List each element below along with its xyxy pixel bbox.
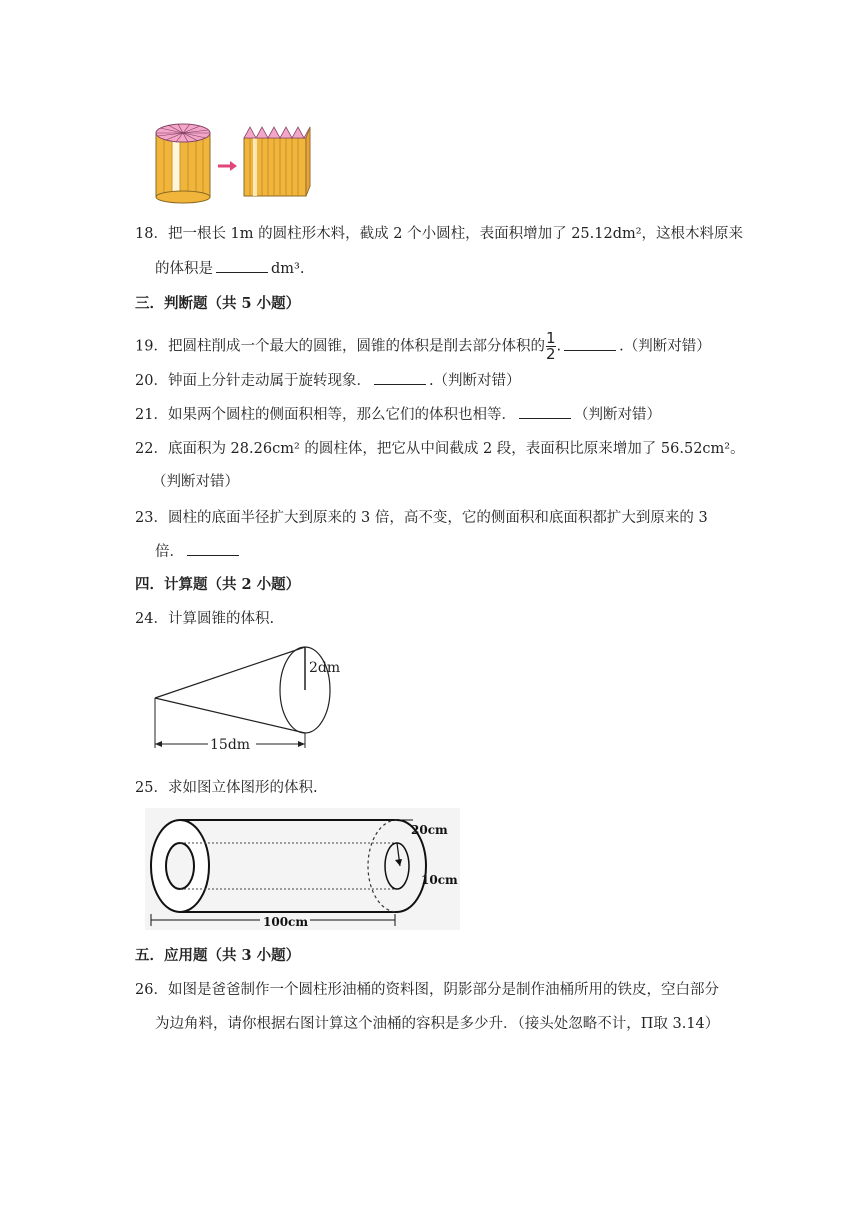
section-3-title: 三．判断题（共 5 小题） — [135, 295, 301, 312]
arrow-icon — [218, 161, 237, 171]
section-5-title: 五．应用题（共 3 小题） — [135, 947, 301, 964]
rearranged-cuboid — [244, 127, 310, 196]
question-25: 25．求如图立体图形的体积. — [135, 780, 318, 796]
question-26-line2: 为边角料，请你根据右图计算这个油桶的容积是多少升．（接头处忽略不计，Π取 3.14） — [155, 1016, 720, 1032]
question-21-text: 21．如果两个圆柱的侧面积相等，那么它们的体积也相等． — [135, 407, 516, 423]
fraction-denominator: 2 — [545, 345, 556, 363]
question-23-line2 — [155, 541, 242, 562]
question-23-line1: 23．圆柱的底面半径扩大到原来的 3 倍，高不变，它的侧面积和底面积都扩大到原来的 3 — [135, 510, 708, 526]
question-22-line1: 22．底面积为 28.26cm² 的圆柱体，把它从中间截成 2 段，表面积比原来增加了 56.52cm²。 — [135, 441, 745, 457]
outer-diameter-label: 20cm — [411, 823, 448, 837]
question-22-line2: （判断对错） — [152, 474, 239, 490]
section-4-title: 四．计算题（共 2 小题） — [135, 576, 301, 593]
answer-blank-23[interactable] — [187, 541, 239, 556]
question-19-period: . — [556, 338, 562, 355]
question-20 — [135, 370, 521, 391]
question-18-text: 的体积是 — [155, 261, 213, 277]
question-21-judge: （判断对错） — [573, 407, 661, 423]
length-label: 15dm — [210, 737, 251, 753]
answer-blank-20[interactable] — [374, 370, 426, 385]
answer-blank-21[interactable] — [519, 404, 571, 419]
fraction-numerator: 1 — [545, 329, 556, 347]
dimension-arrow-left — [155, 741, 162, 747]
question-18-line2 — [155, 258, 304, 279]
answer-blank-18[interactable] — [216, 258, 268, 273]
dimension-arrow-right — [298, 741, 305, 747]
question-21 — [135, 404, 661, 425]
length-label-100cm: 100cm — [263, 915, 309, 929]
cone-lower-edge — [155, 698, 305, 733]
inner-diameter-label: 10cm — [421, 873, 458, 887]
question-26-line1: 26．如图是爸爸制作一个圆柱形油桶的资料图，阴影部分是制作油桶所用的铁皮，空白部分 — [135, 982, 719, 998]
answer-blank-19[interactable] — [564, 336, 616, 351]
question-24: 24．计算圆锥的体积. — [135, 611, 275, 627]
question-20-text: 20．钟面上分针走动属于旋转现象． — [135, 373, 371, 389]
fraction-one-half — [546, 331, 556, 362]
hollow-cylinder-figure — [145, 808, 460, 930]
radius-label: 2dm — [309, 660, 341, 676]
question-19-judge: .（判断对错） — [619, 338, 711, 355]
segmented-cylinder — [156, 124, 210, 203]
cone-figure — [148, 640, 358, 760]
question-20-judge: .（判断对错） — [428, 373, 521, 389]
question-23-text: 倍． — [155, 544, 184, 560]
question-18-line1: 18．把一根长 1m 的圆柱形木料，截成 2 个小圆柱，表面积增加了 25.12dm²，这根木料原来 — [135, 226, 744, 242]
question-19-text: 19．把圆柱削成一个最大的圆锥，圆锥的体积是削去部分体积的 — [135, 338, 545, 355]
cylinder-rearrange-figure — [150, 118, 320, 204]
question-18-unit: dm³. — [271, 261, 305, 277]
question-19 — [135, 331, 711, 362]
front-inner-circle — [166, 843, 194, 889]
